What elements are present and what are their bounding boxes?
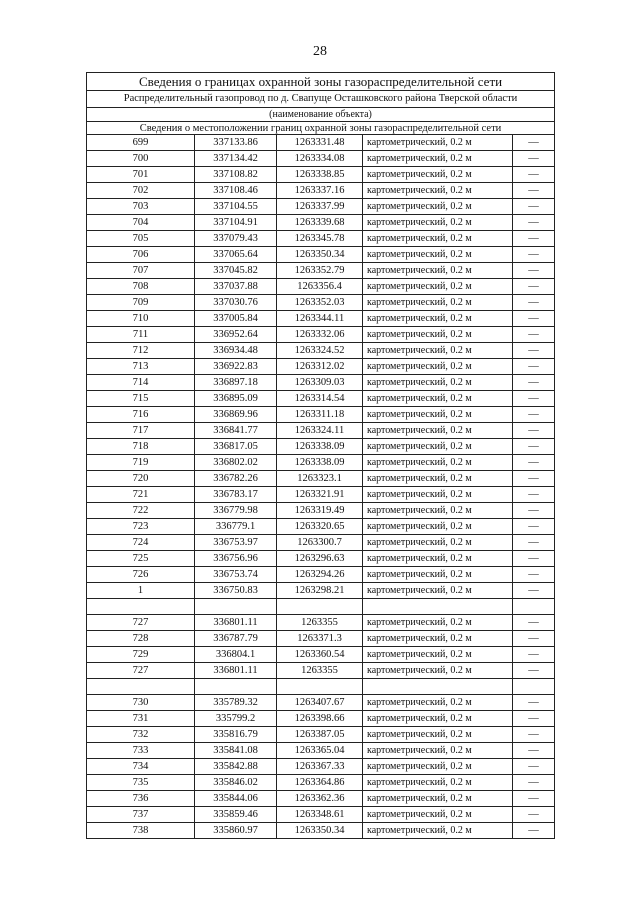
description-cell: — (513, 215, 555, 231)
page-number: 28 (313, 44, 327, 59)
point-number: 712 (87, 343, 195, 359)
y-coordinate: 1263339.68 (277, 215, 363, 231)
table-row (87, 215, 555, 231)
y-coordinate: 1263324.11 (277, 423, 363, 439)
y-coordinate: 1263319.49 (277, 503, 363, 519)
method-accuracy: картометрический, 0.2 м (363, 743, 513, 759)
description-cell: — (513, 359, 555, 375)
point-number: 737 (87, 807, 195, 823)
description-cell: — (513, 455, 555, 471)
method-accuracy: картометрический, 0.2 м (363, 631, 513, 647)
table-row (87, 167, 555, 183)
point-number: 726 (87, 567, 195, 583)
description-cell: — (513, 567, 555, 583)
point-number: 729 (87, 647, 195, 663)
table-row (87, 727, 555, 743)
point-number: 699 (87, 135, 195, 151)
description-cell (513, 599, 555, 615)
description-cell: — (513, 743, 555, 759)
description-cell: — (513, 791, 555, 807)
point-number: 719 (87, 455, 195, 471)
x-coordinate: 335799.2 (195, 711, 277, 727)
table-row (87, 327, 555, 343)
point-number: 720 (87, 471, 195, 487)
method-accuracy (363, 599, 513, 615)
x-coordinate: 336841.77 (195, 423, 277, 439)
y-coordinate: 1263300.7 (277, 535, 363, 551)
y-coordinate: 1263324.52 (277, 343, 363, 359)
y-coordinate (277, 599, 363, 615)
method-accuracy: картометрический, 0.2 м (363, 279, 513, 295)
description-cell: — (513, 423, 555, 439)
method-accuracy: картометрический, 0.2 м (363, 199, 513, 215)
x-coordinate: 337104.55 (195, 199, 277, 215)
y-coordinate: 1263352.79 (277, 263, 363, 279)
y-coordinate: 1263338.09 (277, 439, 363, 455)
description-cell: — (513, 279, 555, 295)
table-row (87, 439, 555, 455)
table-row (87, 423, 555, 439)
method-accuracy: картометрический, 0.2 м (363, 695, 513, 711)
table-row (87, 663, 555, 679)
table-row (87, 551, 555, 567)
x-coordinate: 337133.86 (195, 135, 277, 151)
description-cell: — (513, 663, 555, 679)
y-coordinate: 1263344.11 (277, 311, 363, 327)
y-coordinate: 1263309.03 (277, 375, 363, 391)
description-cell: — (513, 711, 555, 727)
method-accuracy: картометрический, 0.2 м (363, 231, 513, 247)
boundary-table (86, 72, 555, 839)
x-coordinate: 336753.97 (195, 535, 277, 551)
x-coordinate: 336922.83 (195, 359, 277, 375)
point-number: 718 (87, 439, 195, 455)
table-row (87, 263, 555, 279)
x-coordinate: 337108.46 (195, 183, 277, 199)
y-coordinate: 1263337.16 (277, 183, 363, 199)
x-coordinate: 335842.88 (195, 759, 277, 775)
y-coordinate: 1263398.66 (277, 711, 363, 727)
y-coordinate: 1263371.3 (277, 631, 363, 647)
x-coordinate: 336779.98 (195, 503, 277, 519)
method-accuracy: картометрический, 0.2 м (363, 295, 513, 311)
y-coordinate: 1263348.61 (277, 807, 363, 823)
point-number: 723 (87, 519, 195, 535)
y-coordinate: 1263294.26 (277, 567, 363, 583)
point-number: 736 (87, 791, 195, 807)
x-coordinate (195, 599, 277, 615)
method-accuracy: картометрический, 0.2 м (363, 391, 513, 407)
table-row (87, 503, 555, 519)
point-number: 738 (87, 823, 195, 839)
section-title: Сведения о местоположении границ охранной зоны газораспределительной сети (87, 122, 555, 135)
point-number: 707 (87, 263, 195, 279)
point-number: 733 (87, 743, 195, 759)
y-coordinate: 1263360.54 (277, 647, 363, 663)
table-row (87, 231, 555, 247)
description-cell: — (513, 343, 555, 359)
method-accuracy: картометрический, 0.2 м (363, 135, 513, 151)
y-coordinate: 1263338.09 (277, 455, 363, 471)
x-coordinate: 337104.91 (195, 215, 277, 231)
x-coordinate: 337134.42 (195, 151, 277, 167)
y-coordinate: 1263334.08 (277, 151, 363, 167)
method-accuracy: картометрический, 0.2 м (363, 519, 513, 535)
table-row (87, 599, 555, 615)
method-accuracy: картометрический, 0.2 м (363, 791, 513, 807)
point-number (87, 679, 195, 695)
point-number: 711 (87, 327, 195, 343)
method-accuracy: картометрический, 0.2 м (363, 455, 513, 471)
x-coordinate: 336804.1 (195, 647, 277, 663)
description-cell: — (513, 519, 555, 535)
description-cell: — (513, 247, 555, 263)
method-accuracy: картометрический, 0.2 м (363, 375, 513, 391)
point-number: 735 (87, 775, 195, 791)
y-coordinate: 1263323.1 (277, 471, 363, 487)
table-row (87, 311, 555, 327)
y-coordinate: 1263332.06 (277, 327, 363, 343)
table-row (87, 647, 555, 663)
method-accuracy: картометрический, 0.2 м (363, 711, 513, 727)
y-coordinate: 1263352.03 (277, 295, 363, 311)
point-number: 700 (87, 151, 195, 167)
method-accuracy: картометрический, 0.2 м (363, 583, 513, 599)
y-coordinate: 1263337.99 (277, 199, 363, 215)
x-coordinate: 337108.82 (195, 167, 277, 183)
x-coordinate: 337065.64 (195, 247, 277, 263)
method-accuracy: картометрический, 0.2 м (363, 343, 513, 359)
table-row (87, 375, 555, 391)
method-accuracy: картометрический, 0.2 м (363, 167, 513, 183)
x-coordinate: 336783.17 (195, 487, 277, 503)
point-number: 731 (87, 711, 195, 727)
table-row (87, 343, 555, 359)
x-coordinate: 336934.48 (195, 343, 277, 359)
description-cell: — (513, 695, 555, 711)
method-accuracy: картометрический, 0.2 м (363, 327, 513, 343)
method-accuracy: картометрический, 0.2 м (363, 423, 513, 439)
point-number: 708 (87, 279, 195, 295)
table-row (87, 759, 555, 775)
table-row (87, 247, 555, 263)
table-row (87, 823, 555, 839)
point-number: 710 (87, 311, 195, 327)
y-coordinate: 1263312.02 (277, 359, 363, 375)
x-coordinate: 336782.26 (195, 471, 277, 487)
y-coordinate: 1263338.85 (277, 167, 363, 183)
table-row (87, 199, 555, 215)
point-number: 701 (87, 167, 195, 183)
y-coordinate: 1263355 (277, 615, 363, 631)
method-accuracy: картометрический, 0.2 м (363, 807, 513, 823)
x-coordinate: 336801.11 (195, 615, 277, 631)
point-number: 732 (87, 727, 195, 743)
description-cell: — (513, 503, 555, 519)
point-number: 721 (87, 487, 195, 503)
x-coordinate: 336801.11 (195, 663, 277, 679)
table-row (87, 487, 555, 503)
method-accuracy: картометрический, 0.2 м (363, 487, 513, 503)
point-number: 728 (87, 631, 195, 647)
description-cell: — (513, 759, 555, 775)
description-cell: — (513, 823, 555, 839)
y-coordinate: 1263296.63 (277, 551, 363, 567)
method-accuracy: картометрический, 0.2 м (363, 775, 513, 791)
description-cell: — (513, 775, 555, 791)
method-accuracy: картометрический, 0.2 м (363, 823, 513, 839)
description-cell: — (513, 615, 555, 631)
method-accuracy: картометрический, 0.2 м (363, 663, 513, 679)
table-row (87, 135, 555, 151)
method-accuracy: картометрический, 0.2 м (363, 567, 513, 583)
method-accuracy: картометрический, 0.2 м (363, 759, 513, 775)
point-number: 715 (87, 391, 195, 407)
table-row (87, 183, 555, 199)
y-coordinate: 1263345.78 (277, 231, 363, 247)
point-number: 703 (87, 199, 195, 215)
table-row (87, 583, 555, 599)
table-row (87, 743, 555, 759)
table-row (87, 455, 555, 471)
description-cell: — (513, 263, 555, 279)
table-row (87, 519, 555, 535)
y-coordinate (277, 679, 363, 695)
x-coordinate: 335789.32 (195, 695, 277, 711)
table-row (87, 711, 555, 727)
x-coordinate: 337037.88 (195, 279, 277, 295)
method-accuracy: картометрический, 0.2 м (363, 311, 513, 327)
y-coordinate: 1263355 (277, 663, 363, 679)
y-coordinate: 1263407.67 (277, 695, 363, 711)
y-coordinate: 1263365.04 (277, 743, 363, 759)
description-cell: — (513, 199, 555, 215)
x-coordinate: 337045.82 (195, 263, 277, 279)
point-number: 725 (87, 551, 195, 567)
description-cell: — (513, 311, 555, 327)
point-number: 1 (87, 583, 195, 599)
method-accuracy: картометрический, 0.2 м (363, 535, 513, 551)
description-cell: — (513, 487, 555, 503)
method-accuracy: картометрический, 0.2 м (363, 615, 513, 631)
point-number: 714 (87, 375, 195, 391)
method-accuracy: картометрический, 0.2 м (363, 471, 513, 487)
description-cell: — (513, 647, 555, 663)
description-cell: — (513, 583, 555, 599)
description-cell: — (513, 535, 555, 551)
object-caption: (наименование объекта) (87, 108, 555, 122)
x-coordinate: 336802.02 (195, 455, 277, 471)
point-number: 705 (87, 231, 195, 247)
y-coordinate: 1263331.48 (277, 135, 363, 151)
x-coordinate: 335844.06 (195, 791, 277, 807)
table-row (87, 567, 555, 583)
point-number: 730 (87, 695, 195, 711)
point-number: 704 (87, 215, 195, 231)
y-coordinate: 1263387.05 (277, 727, 363, 743)
method-accuracy: картометрический, 0.2 м (363, 215, 513, 231)
method-accuracy (363, 679, 513, 695)
description-cell: — (513, 295, 555, 311)
description-cell: — (513, 727, 555, 743)
table-row (87, 407, 555, 423)
description-cell: — (513, 375, 555, 391)
table-row (87, 391, 555, 407)
description-cell: — (513, 407, 555, 423)
point-number: 709 (87, 295, 195, 311)
point-number: 702 (87, 183, 195, 199)
table-row (87, 615, 555, 631)
x-coordinate: 336897.18 (195, 375, 277, 391)
description-cell: — (513, 231, 555, 247)
method-accuracy: картометрический, 0.2 м (363, 359, 513, 375)
method-accuracy: картометрический, 0.2 м (363, 551, 513, 567)
point-number: 706 (87, 247, 195, 263)
table-row (87, 695, 555, 711)
description-cell: — (513, 167, 555, 183)
description-cell: — (513, 391, 555, 407)
table-row (87, 359, 555, 375)
point-number: 716 (87, 407, 195, 423)
point-number: 727 (87, 615, 195, 631)
x-coordinate: 336952.64 (195, 327, 277, 343)
table-row (87, 295, 555, 311)
description-cell: — (513, 439, 555, 455)
description-cell: — (513, 631, 555, 647)
x-coordinate: 335841.08 (195, 743, 277, 759)
x-coordinate: 336779.1 (195, 519, 277, 535)
y-coordinate: 1263364.86 (277, 775, 363, 791)
method-accuracy: картометрический, 0.2 м (363, 503, 513, 519)
table-row (87, 471, 555, 487)
y-coordinate: 1263362.36 (277, 791, 363, 807)
x-coordinate: 336817.05 (195, 439, 277, 455)
x-coordinate: 336869.96 (195, 407, 277, 423)
method-accuracy: картометрический, 0.2 м (363, 647, 513, 663)
description-cell: — (513, 807, 555, 823)
point-number: 722 (87, 503, 195, 519)
x-coordinate: 336750.83 (195, 583, 277, 599)
method-accuracy: картометрический, 0.2 м (363, 439, 513, 455)
table-row (87, 151, 555, 167)
point-number: 734 (87, 759, 195, 775)
point-number: 717 (87, 423, 195, 439)
description-cell: — (513, 183, 555, 199)
x-coordinate: 336895.09 (195, 391, 277, 407)
y-coordinate: 1263367.33 (277, 759, 363, 775)
description-cell: — (513, 327, 555, 343)
y-coordinate: 1263320.65 (277, 519, 363, 535)
y-coordinate: 1263350.34 (277, 823, 363, 839)
method-accuracy: картометрический, 0.2 м (363, 247, 513, 263)
x-coordinate: 337005.84 (195, 311, 277, 327)
table-row (87, 791, 555, 807)
y-coordinate: 1263311.18 (277, 407, 363, 423)
x-coordinate: 335859.46 (195, 807, 277, 823)
table-row (87, 279, 555, 295)
method-accuracy: картометрический, 0.2 м (363, 407, 513, 423)
method-accuracy: картометрический, 0.2 м (363, 727, 513, 743)
table-row (87, 775, 555, 791)
x-coordinate: 336753.74 (195, 567, 277, 583)
table-row (87, 535, 555, 551)
description-cell (513, 679, 555, 695)
y-coordinate: 1263321.91 (277, 487, 363, 503)
document-title: Сведения о границах охранной зоны газораспределительной сети (87, 73, 555, 91)
point-number: 713 (87, 359, 195, 375)
x-coordinate: 335860.97 (195, 823, 277, 839)
table-row (87, 679, 555, 695)
description-cell: — (513, 471, 555, 487)
x-coordinate: 337079.43 (195, 231, 277, 247)
method-accuracy: картометрический, 0.2 м (363, 183, 513, 199)
x-coordinate (195, 679, 277, 695)
description-cell: — (513, 151, 555, 167)
table-row (87, 631, 555, 647)
y-coordinate: 1263314.54 (277, 391, 363, 407)
x-coordinate: 335846.02 (195, 775, 277, 791)
x-coordinate: 337030.76 (195, 295, 277, 311)
point-number: 724 (87, 535, 195, 551)
x-coordinate: 336787.79 (195, 631, 277, 647)
description-cell: — (513, 135, 555, 151)
x-coordinate: 335816.79 (195, 727, 277, 743)
method-accuracy: картометрический, 0.2 м (363, 151, 513, 167)
y-coordinate: 1263350.34 (277, 247, 363, 263)
description-cell: — (513, 551, 555, 567)
table-row (87, 807, 555, 823)
point-number: 727 (87, 663, 195, 679)
method-accuracy: картометрический, 0.2 м (363, 263, 513, 279)
point-number (87, 599, 195, 615)
y-coordinate: 1263298.21 (277, 583, 363, 599)
object-name: Распределительный газопровод по д. Свапуще Осташковского района Тверской области (87, 91, 555, 108)
y-coordinate: 1263356.4 (277, 279, 363, 295)
x-coordinate: 336756.96 (195, 551, 277, 567)
